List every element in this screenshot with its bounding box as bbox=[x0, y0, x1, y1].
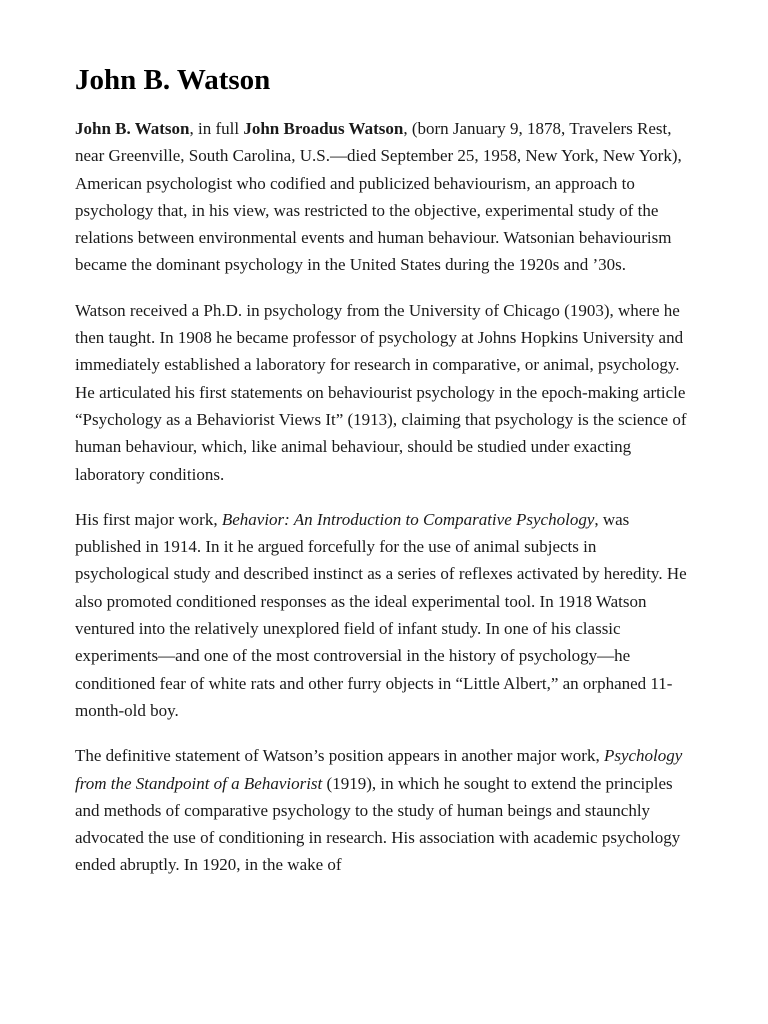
first-work-lead: His first major work, bbox=[75, 509, 222, 529]
article bbox=[75, 60, 695, 897]
paragraph-first-work bbox=[75, 506, 695, 724]
first-work-title: Behavior: An Introduction to Comparative Psychology bbox=[221, 509, 595, 529]
paragraph-intro bbox=[75, 115, 695, 279]
paragraph-career: Watson received a Ph.D. in psychology from the University of Chicago (1903), where he then taught. In 1908 he became professor of psychology at Johns Hopkins University and immediately established a laboratory for research in comparative, or animal, psychology. He articulated his first statements on behaviourist psychology in the epoch-making article “Psychology as a Behaviorist Views It” (1913), claiming that psychology is the science of human behaviour, which, like animal behaviour, should be studied under exacting laboratory conditions. bbox=[75, 300, 687, 484]
subject-full-name: John Broadus Watson bbox=[243, 119, 404, 138]
definitive-lead: The definitive statement of Watson’s position appears in another major work, bbox=[75, 746, 604, 766]
first-work-text: , was published in 1914. In it he argued forcefully for the use of animal subjects in psychological study and described instinct as a series of reflexes activated by heredity. He also promoted conditioned responses as the ideal experimental tool. In 1918 Watson ventured into the relatively unexplored field of infant study. In one of his classic experiments—and one of the most controversial in the history of psychology—he conditioned fear of white rats and other furry objects in “Little Albert,” an orphaned 11-month-old boy. bbox=[75, 509, 687, 720]
definitive-work-title: Psychology from the Standpoint of a Behaviorist bbox=[75, 746, 683, 793]
article-title: John B. Watson bbox=[75, 64, 271, 96]
in-full-text: , in full bbox=[189, 119, 244, 138]
subject-name: John B. Watson bbox=[75, 119, 190, 138]
paragraph-definitive-statement bbox=[75, 742, 695, 878]
definitive-text: (1919), in which he sought to extend the principles and methods of comparative psychology to the study of human beings and staunchly advocated the use of conditioning in research. His association with academic psychology ended abruptly. In 1920, in the wake of bbox=[75, 773, 681, 875]
intro-text: , (born January 9, 1878, Travelers Rest, near Greenville, South Carolina, U.S.—died September 25, 1958, New York, New York), American psychologist who codified and publicized behaviourism, an approach to psychology that, in his view, was restricted to the objective, experimental study of the relations between environmental events and human behaviour. Watsonian behaviourism became the dominant psychology in the United States during the 1920s and ’30s. bbox=[75, 119, 682, 275]
